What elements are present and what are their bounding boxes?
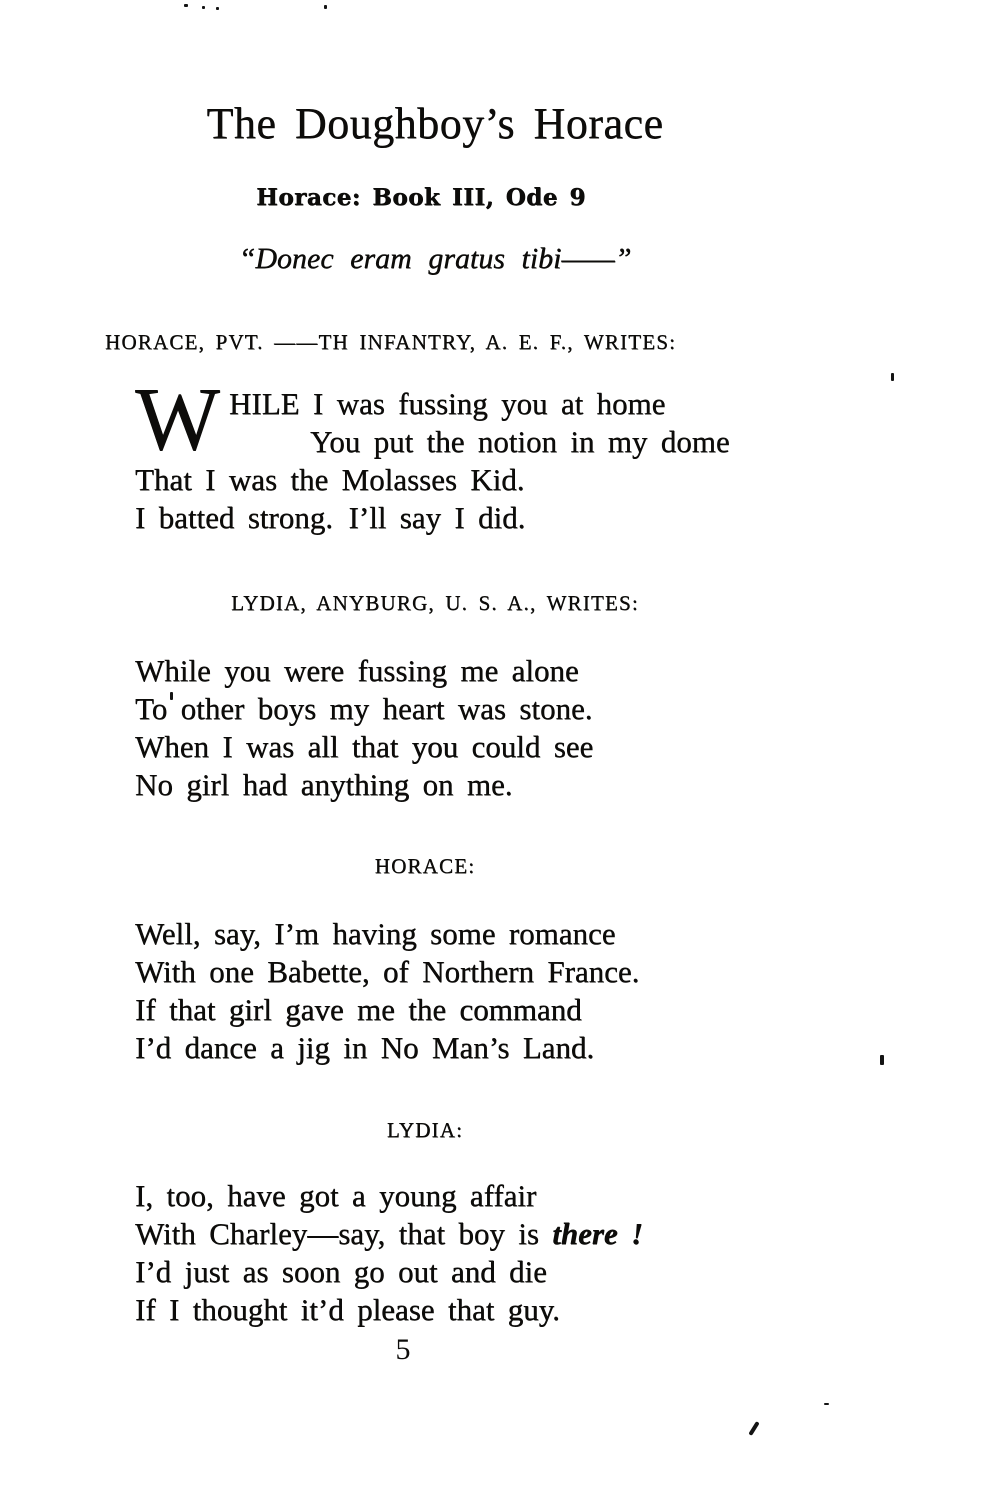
stanza-horace-1 (135, 370, 765, 537)
poem-line: I’d just as soon go out and die (135, 1254, 547, 1290)
poem-line: I, too, have got a young affair (135, 1178, 537, 1214)
poem-line: Well, say, I’m having some romance (135, 916, 616, 952)
pen-slash-mark (748, 1421, 759, 1436)
speaker-heading-horace: HORACE: (374, 854, 476, 879)
speaker-heading-horace-writes: HORACE, PVT. ——TH INFANTRY, A. E. F., WRITES: (105, 330, 677, 354)
poem-line: That I was the Molasses Kid. (135, 462, 525, 498)
poem-title: The Doughboy’s Horace (206, 99, 664, 148)
poem-line: With one Babette, of Northern France. (135, 954, 640, 990)
stanza-lydia-1 (135, 652, 765, 804)
poem-line: No girl had anything on me. (135, 767, 513, 803)
poem-line: If I thought it’d please that guy. (135, 1292, 560, 1328)
stanza-horace-2 (135, 915, 765, 1067)
speaker-heading-lydia-writes: LYDIA, ANYBURG, U. S. A., WRITES: (231, 591, 639, 616)
poem-line: While you were fussing me alone (135, 653, 579, 689)
ink-speck (880, 1055, 884, 1065)
poem-line: If that girl gave me the command (135, 992, 582, 1028)
poem-subtitle: Horace: Book III, Ode 9 (256, 184, 586, 211)
poem-line: I batted strong. I’ll say I did. (135, 500, 526, 536)
drop-cap-w: W (135, 370, 220, 470)
latin-epigraph: “Donec eram gratus tibi——” (238, 242, 632, 275)
poem-line: I’d dance a jig in No Man’s Land. (135, 1030, 595, 1066)
poem-line (135, 1215, 765, 1253)
poem-line: When I was all that you could see (135, 729, 594, 765)
ink-speck (824, 1403, 829, 1405)
text-column (105, 0, 765, 1365)
emphasized-word: there ! (552, 1216, 644, 1252)
stanza-lydia-2 (135, 1177, 765, 1329)
poem-line-text: With Charley—say, that boy is (135, 1216, 553, 1252)
page-number: 5 (395, 1333, 411, 1367)
poem-line: You put the notion in my dome (310, 424, 730, 460)
poem-line: HILE I was fussing you at home (229, 386, 666, 422)
ink-speck (891, 373, 894, 381)
speaker-heading-lydia: LYDIA: (386, 1118, 464, 1143)
poem-line: To other boys my heart was stone. (135, 691, 593, 727)
